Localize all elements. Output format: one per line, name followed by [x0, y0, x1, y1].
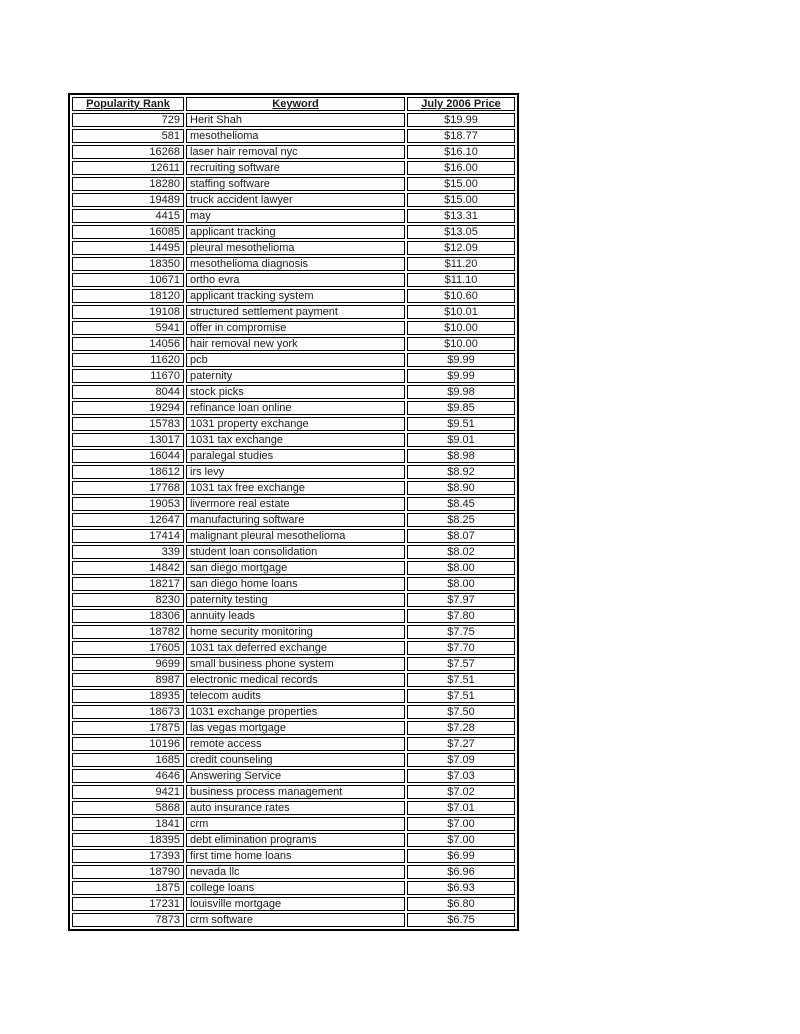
keyword-cell: applicant tracking system	[186, 289, 405, 303]
table-row	[72, 785, 515, 799]
table-row	[72, 593, 515, 607]
price-cell: $8.00	[407, 561, 515, 575]
price-cell: $6.80	[407, 897, 515, 911]
keyword-cell: 1031 tax free exchange	[186, 481, 405, 495]
keyword-cell: auto insurance rates	[186, 801, 405, 815]
table-row	[72, 625, 515, 639]
keyword-cell: business process management	[186, 785, 405, 799]
keyword-cell: annuity leads	[186, 609, 405, 623]
keyword-cell: san diego mortgage	[186, 561, 405, 575]
keyword-cell: laser hair removal nyc	[186, 145, 405, 159]
table-row	[72, 225, 515, 239]
rank-cell: 9421	[72, 785, 184, 799]
keyword-cell: irs levy	[186, 465, 405, 479]
keyword-cell: staffing software	[186, 177, 405, 191]
price-cell: $8.90	[407, 481, 515, 495]
keyword-cell: malignant pleural mesothelioma	[186, 529, 405, 543]
keyword-cell: may	[186, 209, 405, 223]
price-cell: $11.10	[407, 273, 515, 287]
price-cell: $7.80	[407, 609, 515, 623]
rank-cell: 18782	[72, 625, 184, 639]
rank-cell: 16085	[72, 225, 184, 239]
table-row	[72, 337, 515, 351]
table-body	[72, 113, 515, 927]
table-row	[72, 577, 515, 591]
keyword-cell: electronic medical records	[186, 673, 405, 687]
rank-cell: 11670	[72, 369, 184, 383]
keyword-cell: pleural mesothelioma	[186, 241, 405, 255]
price-cell: $7.28	[407, 721, 515, 735]
price-cell: $9.01	[407, 433, 515, 447]
price-cell: $12.09	[407, 241, 515, 255]
table-row	[72, 609, 515, 623]
table-row	[72, 721, 515, 735]
price-cell: $8.25	[407, 513, 515, 527]
table-row	[72, 529, 515, 543]
price-cell: $6.99	[407, 849, 515, 863]
rank-cell: 729	[72, 113, 184, 127]
price-cell: $7.02	[407, 785, 515, 799]
keyword-cell: home security monitoring	[186, 625, 405, 639]
rank-cell: 17768	[72, 481, 184, 495]
price-cell: $9.99	[407, 369, 515, 383]
rank-cell: 9699	[72, 657, 184, 671]
price-cell: $7.97	[407, 593, 515, 607]
keyword-cell: first time home loans	[186, 849, 405, 863]
rank-cell: 7873	[72, 913, 184, 927]
rank-cell: 17393	[72, 849, 184, 863]
price-cell: $6.93	[407, 881, 515, 895]
rank-cell: 18120	[72, 289, 184, 303]
table-row	[72, 113, 515, 127]
keyword-cell: Herit Shah	[186, 113, 405, 127]
keyword-price-table	[68, 93, 519, 931]
table-row	[72, 849, 515, 863]
price-cell: $7.70	[407, 641, 515, 655]
rank-cell: 18395	[72, 833, 184, 847]
table-row	[72, 417, 515, 431]
table-row	[72, 545, 515, 559]
price-cell: $15.00	[407, 193, 515, 207]
table-row	[72, 689, 515, 703]
keyword-cell: mesothelioma	[186, 129, 405, 143]
price-cell: $7.51	[407, 689, 515, 703]
price-cell: $8.02	[407, 545, 515, 559]
rank-cell: 18673	[72, 705, 184, 719]
rank-cell: 1685	[72, 753, 184, 767]
table-row	[72, 673, 515, 687]
table-row	[72, 289, 515, 303]
rank-cell: 19294	[72, 401, 184, 415]
price-cell: $10.01	[407, 305, 515, 319]
rank-cell: 4646	[72, 769, 184, 783]
keyword-cell: Answering Service	[186, 769, 405, 783]
rank-cell: 17875	[72, 721, 184, 735]
price-cell: $6.75	[407, 913, 515, 927]
table-row	[72, 241, 515, 255]
keyword-cell: hair removal new york	[186, 337, 405, 351]
price-cell: $13.05	[407, 225, 515, 239]
table-row	[72, 817, 515, 831]
keyword-cell: ortho evra	[186, 273, 405, 287]
table-row	[72, 369, 515, 383]
keyword-cell: truck accident lawyer	[186, 193, 405, 207]
header-row	[72, 97, 515, 111]
keyword-cell: crm	[186, 817, 405, 831]
keyword-cell: recruiting software	[186, 161, 405, 175]
table-row	[72, 881, 515, 895]
keyword-cell: small business phone system	[186, 657, 405, 671]
price-cell: $15.00	[407, 177, 515, 191]
rank-cell: 19108	[72, 305, 184, 319]
rank-cell: 18306	[72, 609, 184, 623]
table-row	[72, 193, 515, 207]
rank-cell: 17414	[72, 529, 184, 543]
price-cell: $8.00	[407, 577, 515, 591]
table-row	[72, 497, 515, 511]
price-cell: $7.03	[407, 769, 515, 783]
table-row	[72, 833, 515, 847]
price-cell: $7.01	[407, 801, 515, 815]
keyword-cell: paralegal studies	[186, 449, 405, 463]
table-row	[72, 161, 515, 175]
keyword-cell: credit counseling	[186, 753, 405, 767]
price-cell: $9.51	[407, 417, 515, 431]
keyword-cell: pcb	[186, 353, 405, 367]
header-popularity-rank: Popularity Rank	[72, 97, 184, 111]
rank-cell: 18350	[72, 257, 184, 271]
table-head	[72, 97, 515, 111]
rank-cell: 19053	[72, 497, 184, 511]
keyword-cell: las vegas mortgage	[186, 721, 405, 735]
table-row	[72, 353, 515, 367]
table-row	[72, 897, 515, 911]
rank-cell: 339	[72, 545, 184, 559]
rank-cell: 16268	[72, 145, 184, 159]
table-row	[72, 561, 515, 575]
price-cell: $7.00	[407, 817, 515, 831]
price-cell: $9.99	[407, 353, 515, 367]
price-cell: $9.85	[407, 401, 515, 415]
table-row	[72, 433, 515, 447]
rank-cell: 4415	[72, 209, 184, 223]
rank-cell: 19489	[72, 193, 184, 207]
price-cell: $11.20	[407, 257, 515, 271]
price-cell: $13.31	[407, 209, 515, 223]
price-cell: $16.00	[407, 161, 515, 175]
table-row	[72, 209, 515, 223]
keyword-cell: livermore real estate	[186, 497, 405, 511]
rank-cell: 17605	[72, 641, 184, 655]
rank-cell: 12611	[72, 161, 184, 175]
table-row	[72, 145, 515, 159]
rank-cell: 10671	[72, 273, 184, 287]
rank-cell: 1841	[72, 817, 184, 831]
table-row	[72, 385, 515, 399]
rank-cell: 18280	[72, 177, 184, 191]
keyword-cell: 1031 property exchange	[186, 417, 405, 431]
table-row	[72, 657, 515, 671]
price-cell: $8.98	[407, 449, 515, 463]
rank-cell: 18217	[72, 577, 184, 591]
rank-cell: 11620	[72, 353, 184, 367]
keyword-cell: stock picks	[186, 385, 405, 399]
rank-cell: 8230	[72, 593, 184, 607]
rank-cell: 15783	[72, 417, 184, 431]
table-row	[72, 737, 515, 751]
rank-cell: 1875	[72, 881, 184, 895]
keyword-cell: college loans	[186, 881, 405, 895]
table-row	[72, 769, 515, 783]
rank-cell: 10196	[72, 737, 184, 751]
table-row	[72, 641, 515, 655]
table-row	[72, 305, 515, 319]
rank-cell: 8044	[72, 385, 184, 399]
header-keyword: Keyword	[186, 97, 405, 111]
keyword-cell: manufacturing software	[186, 513, 405, 527]
rank-cell: 5868	[72, 801, 184, 815]
table-row	[72, 753, 515, 767]
rank-cell: 581	[72, 129, 184, 143]
keyword-cell: remote access	[186, 737, 405, 751]
price-cell: $8.07	[407, 529, 515, 543]
rank-cell: 13017	[72, 433, 184, 447]
rank-cell: 8987	[72, 673, 184, 687]
table-row	[72, 449, 515, 463]
rank-cell: 17231	[72, 897, 184, 911]
price-cell: $7.75	[407, 625, 515, 639]
price-cell: $7.00	[407, 833, 515, 847]
keyword-cell: paternity testing	[186, 593, 405, 607]
table-row	[72, 177, 515, 191]
price-cell: $16.10	[407, 145, 515, 159]
price-cell: $9.98	[407, 385, 515, 399]
table-row	[72, 401, 515, 415]
rank-cell: 12647	[72, 513, 184, 527]
rank-cell: 18612	[72, 465, 184, 479]
price-cell: $18.77	[407, 129, 515, 143]
price-cell: $7.09	[407, 753, 515, 767]
table-row	[72, 481, 515, 495]
table-row	[72, 865, 515, 879]
keyword-cell: structured settlement payment	[186, 305, 405, 319]
table-row	[72, 273, 515, 287]
price-cell: $10.00	[407, 337, 515, 351]
keyword-cell: louisville mortgage	[186, 897, 405, 911]
keyword-cell: telecom audits	[186, 689, 405, 703]
rank-cell: 14842	[72, 561, 184, 575]
keyword-cell: 1031 tax deferred exchange	[186, 641, 405, 655]
rank-cell: 16044	[72, 449, 184, 463]
keyword-cell: offer in compromise	[186, 321, 405, 335]
keyword-cell: 1031 tax exchange	[186, 433, 405, 447]
table-row	[72, 913, 515, 927]
keyword-cell: nevada llc	[186, 865, 405, 879]
keyword-cell: debt elimination programs	[186, 833, 405, 847]
table-row	[72, 257, 515, 271]
price-cell: $7.57	[407, 657, 515, 671]
table-row	[72, 321, 515, 335]
table-row	[72, 705, 515, 719]
keyword-cell: applicant tracking	[186, 225, 405, 239]
price-cell: $8.92	[407, 465, 515, 479]
price-cell: $6.96	[407, 865, 515, 879]
rank-cell: 18790	[72, 865, 184, 879]
keyword-cell: crm software	[186, 913, 405, 927]
table-row	[72, 129, 515, 143]
table-row	[72, 801, 515, 815]
table-row	[72, 513, 515, 527]
price-cell: $7.27	[407, 737, 515, 751]
price-cell: $8.45	[407, 497, 515, 511]
price-cell: $19.99	[407, 113, 515, 127]
price-cell: $10.60	[407, 289, 515, 303]
rank-cell: 18935	[72, 689, 184, 703]
keyword-cell: student loan consolidation	[186, 545, 405, 559]
keyword-cell: refinance loan online	[186, 401, 405, 415]
keyword-cell: paternity	[186, 369, 405, 383]
rank-cell: 14495	[72, 241, 184, 255]
rank-cell: 14056	[72, 337, 184, 351]
table-row	[72, 465, 515, 479]
rank-cell: 5941	[72, 321, 184, 335]
price-cell: $7.50	[407, 705, 515, 719]
keyword-cell: san diego home loans	[186, 577, 405, 591]
header-july-2006-price: July 2006 Price	[407, 97, 515, 111]
keyword-cell: mesothelioma diagnosis	[186, 257, 405, 271]
price-cell: $7.51	[407, 673, 515, 687]
keyword-cell: 1031 exchange properties	[186, 705, 405, 719]
price-cell: $10.00	[407, 321, 515, 335]
